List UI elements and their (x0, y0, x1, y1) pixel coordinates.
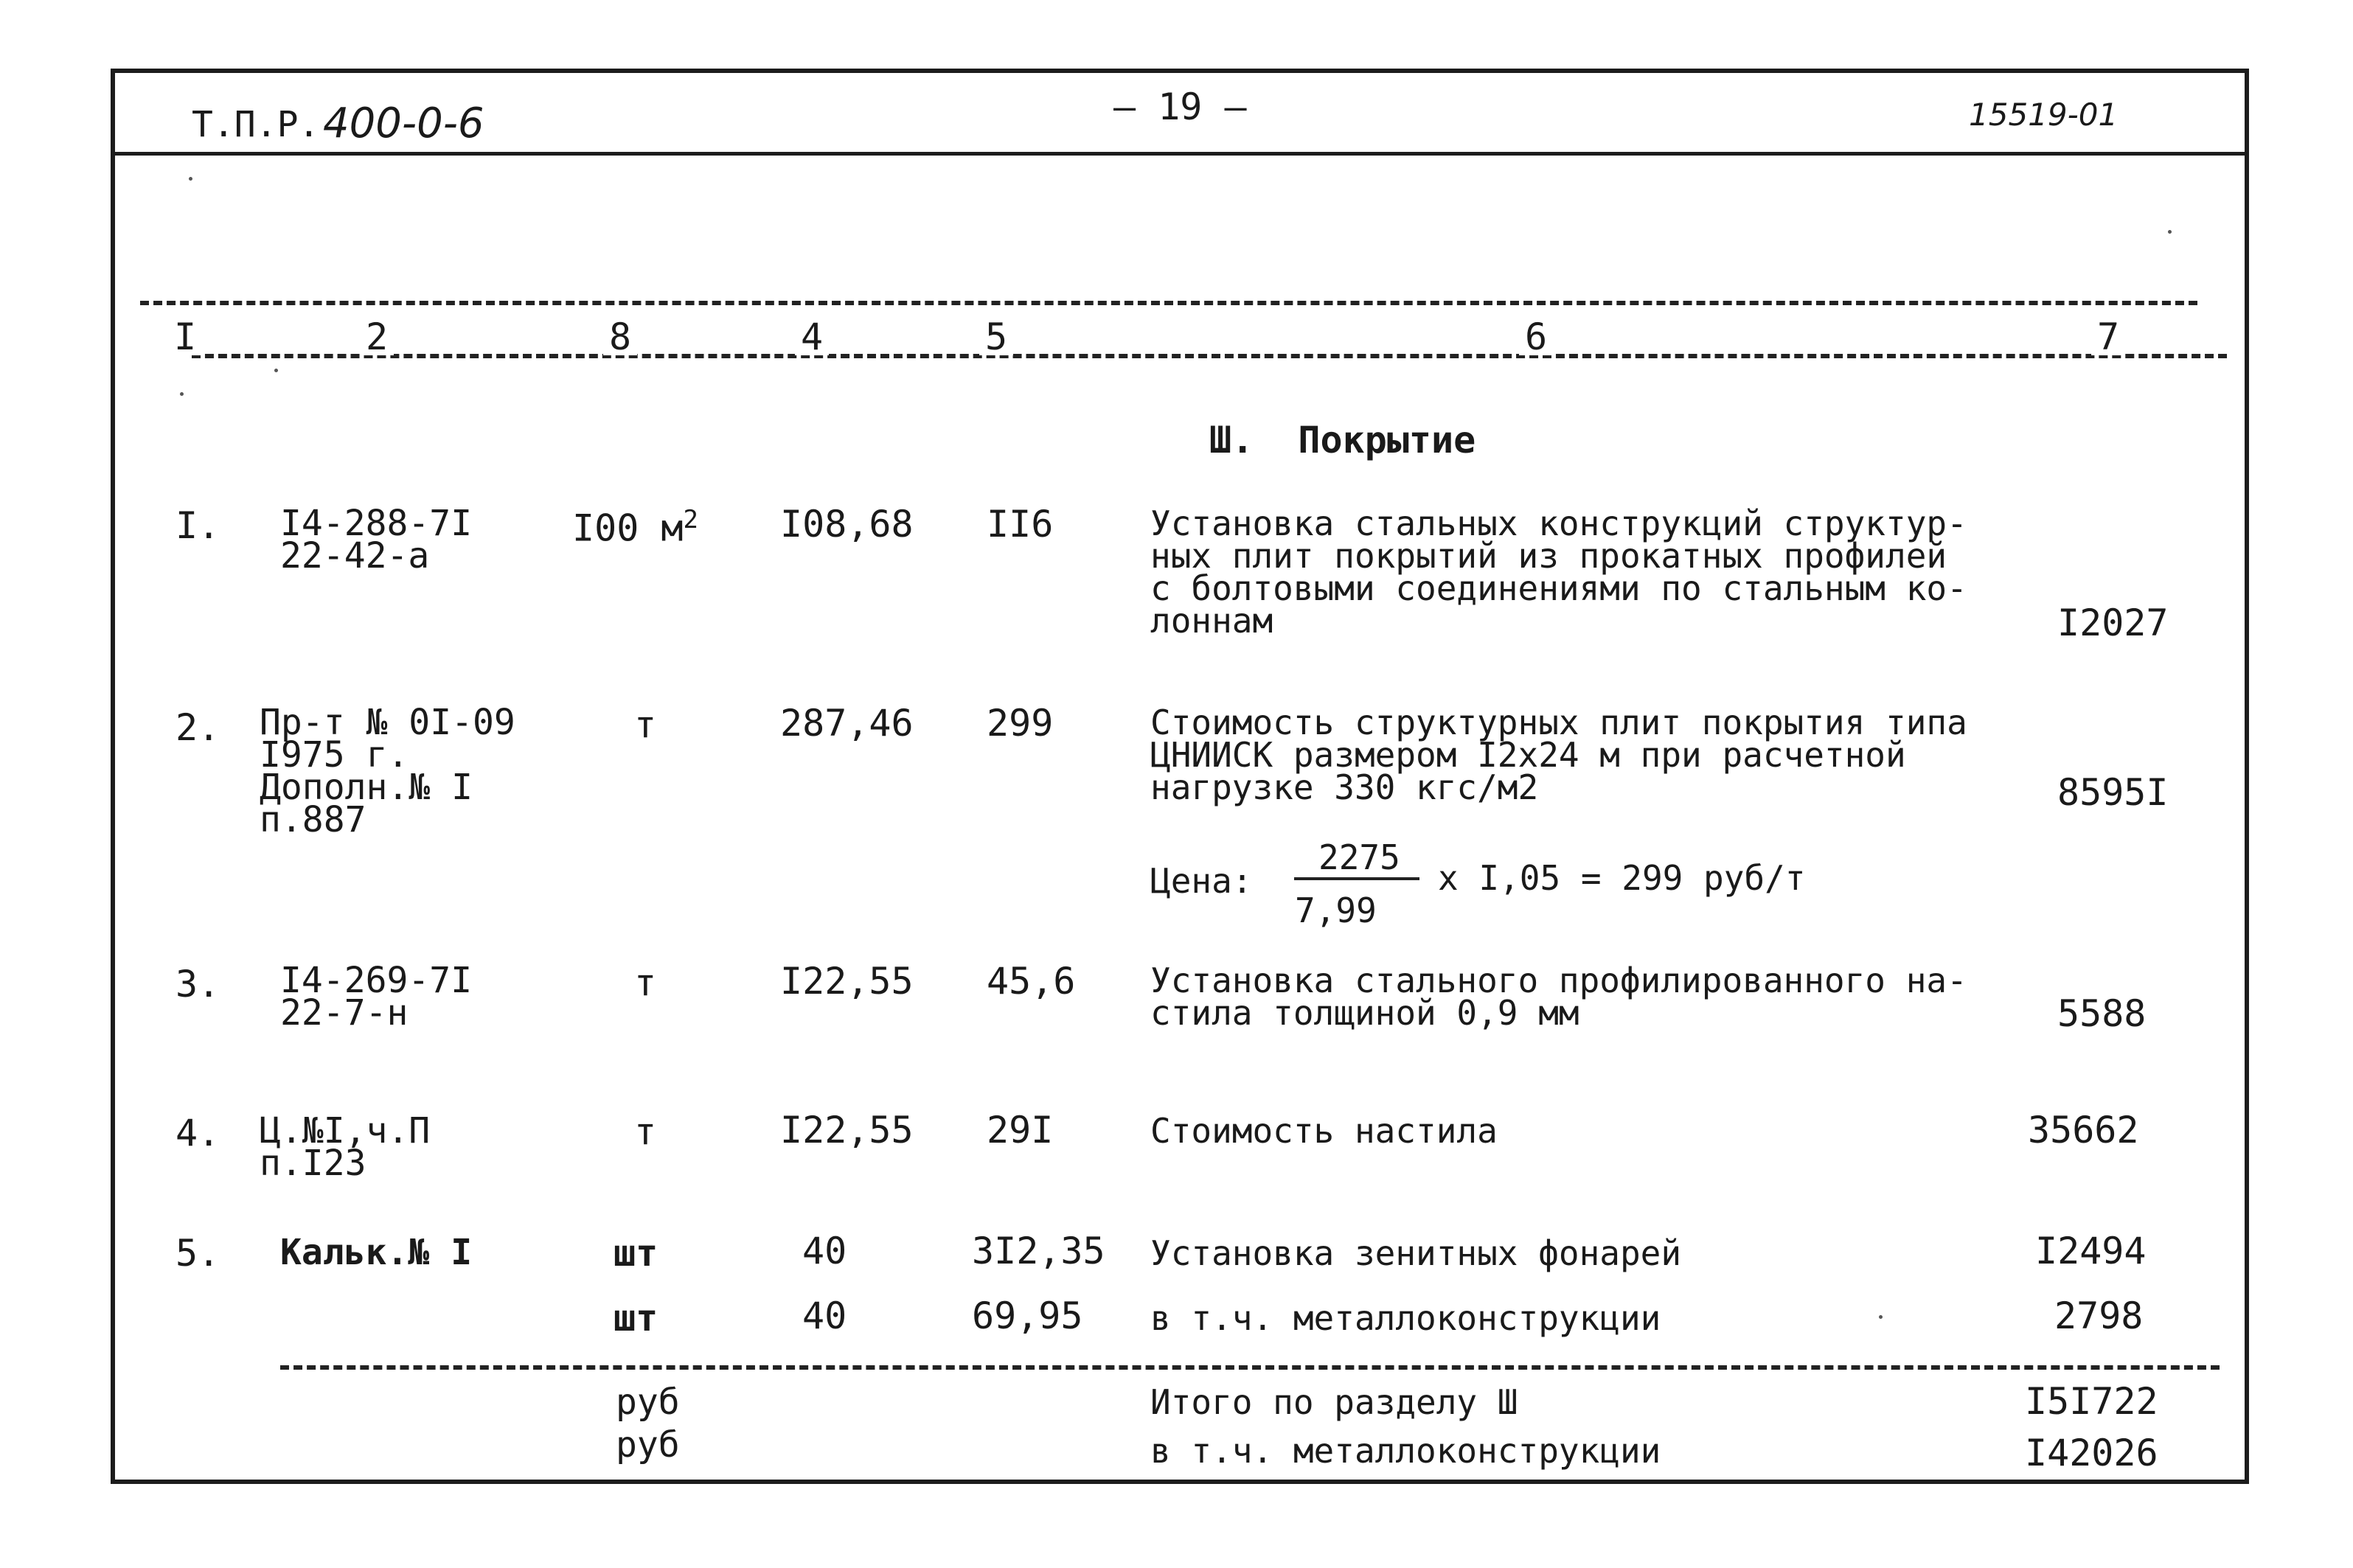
totals-value: I5I722 (2025, 1380, 2158, 1423)
row-quantity: I08,68 (780, 503, 914, 546)
row-price: 29I (987, 1109, 1054, 1151)
row-unit: т (634, 961, 657, 1004)
row-number: 3. (175, 963, 220, 1006)
row-code: I4-288-7I 22-42-а (280, 503, 473, 576)
price-formula-numerator: 2275 (1318, 837, 1400, 877)
price-formula-denominator: 7,99 (1295, 891, 1377, 930)
row-price: 3I2,35 (972, 1230, 1105, 1272)
doc-prefix: Т.П.Р. (192, 104, 320, 145)
row-number: I. (175, 504, 220, 547)
row-unit: шт (614, 1232, 658, 1275)
scan-speck (189, 177, 192, 181)
row-quantity: I22,55 (780, 960, 914, 1003)
row-total: 2798 (2054, 1295, 2144, 1337)
row-price: 69,95 (972, 1295, 1083, 1337)
scan-speck (2168, 230, 2172, 234)
row-description: в т.ч. металлоконструкции (1150, 1298, 1661, 1338)
column-number-5: 5 (979, 318, 1013, 355)
row-total: 35662 (2028, 1109, 2139, 1151)
row-price: 299 (987, 702, 1054, 745)
row-description: Установка зенитных фонарей (1150, 1233, 1682, 1273)
column-dashed-rule (192, 354, 2227, 358)
fraction-bar (1294, 877, 1419, 880)
column-number-6: 6 (1519, 318, 1553, 355)
row-unit: I00 $м^2$ (572, 505, 698, 550)
row-price: 45,6 (987, 960, 1076, 1003)
totals-label: Итого по разделу Ш (1150, 1382, 1518, 1422)
column-number-3: 8 (603, 318, 637, 355)
row-description: Стоимость структурных плит покрытия типа ЦНИИСК размером I2х24 м при расчетной нагрузке 330 кгс/м2 (1150, 703, 1967, 807)
row-quantity: 287,46 (780, 702, 914, 745)
row-unit: т (634, 1110, 657, 1153)
ink-dot (1879, 1315, 1883, 1319)
row-description: Установка стального профилированного на- стила толщиной 0,9 мм (1150, 961, 1967, 1033)
row-code: I4-269-7I 22-7-н (280, 960, 473, 1034)
price-formula-label: Цена: (1150, 861, 1253, 901)
section-title: Ш. Покрытие (1209, 419, 1476, 461)
row-total: 8595I (2057, 771, 2169, 814)
row-quantity: 40 (802, 1230, 847, 1272)
row-description: Установка стальных конструкций структур- ных плит покрытий из прокатных профилей с болтовыми соединениями по стальным ко- лоннам (1150, 503, 1967, 641)
row-total: I2494 (2035, 1230, 2147, 1272)
totals-label: в т.ч. металлоконструкции (1150, 1431, 1661, 1471)
column-number-2: 2 (360, 318, 394, 355)
doc-code: 15519-01 (1969, 97, 2119, 133)
scan-speck (274, 369, 278, 372)
column-number-7: 7 (2091, 318, 2125, 355)
row-quantity: I22,55 (780, 1109, 914, 1151)
page-number: – 19 – (1113, 86, 1247, 128)
row-total: 5588 (2057, 992, 2147, 1035)
top-dashed-rule (140, 301, 2197, 305)
row-total: I2027 (2057, 602, 2169, 644)
totals-unit: руб (616, 1424, 680, 1466)
row-code: Пр-т № 0I-09 I975 г. Дополн.№ I п.887 (260, 702, 515, 840)
totals-dashed-rule (280, 1365, 2220, 1370)
row-description: Стоимость настила (1150, 1111, 1498, 1151)
row-number: 4. (175, 1112, 220, 1154)
row-number: 5. (175, 1232, 220, 1275)
doc-number: 400-0-6 (323, 100, 484, 147)
row-number: 2. (175, 706, 220, 749)
totals-unit: руб (616, 1381, 680, 1423)
totals-value: I42026 (2025, 1432, 2158, 1474)
header-divider (111, 152, 2249, 156)
scan-speck (180, 392, 184, 396)
row-code: Ц.№I,ч.П п.I23 (260, 1110, 431, 1184)
row-quantity: 40 (802, 1295, 847, 1337)
row-unit: шт (614, 1297, 658, 1339)
column-number-4: 4 (795, 318, 829, 355)
row-unit: т (634, 703, 657, 746)
row-price: II6 (987, 503, 1054, 546)
price-formula-result: х I,05 = 299 руб/т (1438, 858, 1806, 898)
row-code: Кальк.№ I (280, 1232, 473, 1273)
column-number-1: I (168, 318, 202, 355)
